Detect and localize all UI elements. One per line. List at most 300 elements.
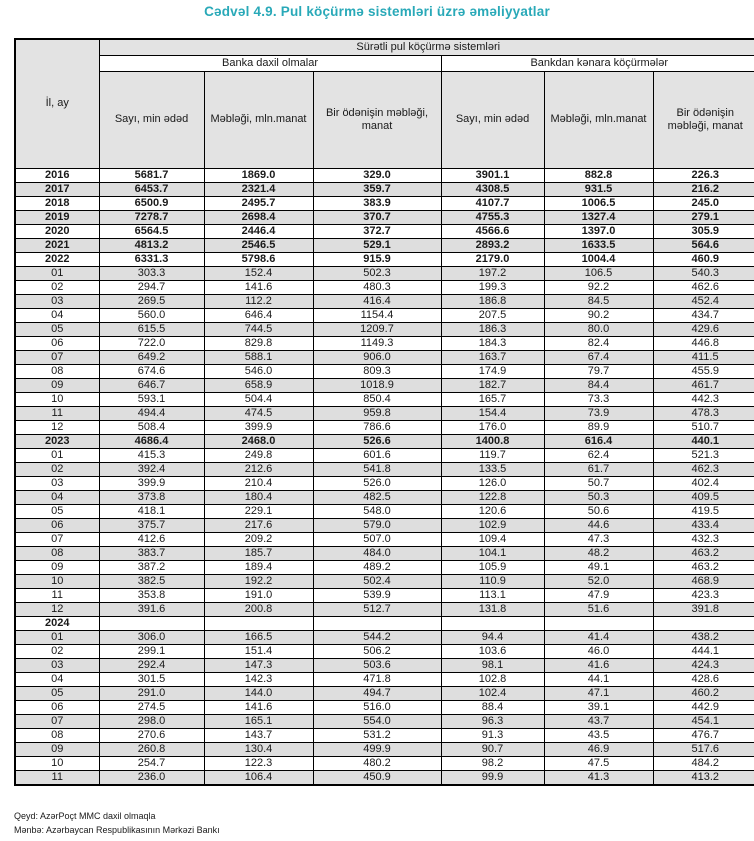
value-cell: 463.2 [653, 560, 754, 574]
row-label-cell: 11 [15, 406, 99, 420]
header-cell-per-payment-out: Bir ödənişin məbləği, manat [653, 71, 754, 168]
table-title: Cədvəl 4.9. Pul köçürmə sistemləri üzrə əməliyyatlar [204, 4, 550, 19]
value-cell: 415.3 [99, 448, 204, 462]
value-cell: 616.4 [544, 434, 653, 448]
row-label-cell: 03 [15, 294, 99, 308]
value-cell: 1869.0 [204, 168, 313, 182]
value-cell: 829.8 [204, 336, 313, 350]
value-cell: 1149.3 [313, 336, 441, 350]
value-cell: 6453.7 [99, 182, 204, 196]
value-cell: 291.0 [99, 686, 204, 700]
value-cell: 141.6 [204, 700, 313, 714]
table-row [15, 602, 754, 616]
value-cell: 292.4 [99, 658, 204, 672]
value-cell: 299.1 [99, 644, 204, 658]
value-cell: 67.4 [544, 350, 653, 364]
row-label-cell: 01 [15, 630, 99, 644]
value-cell: 49.1 [544, 560, 653, 574]
value-cell: 120.6 [441, 504, 544, 518]
value-cell: 192.2 [204, 574, 313, 588]
value-cell: 411.5 [653, 350, 754, 364]
row-label-cell: 03 [15, 476, 99, 490]
value-cell: 47.3 [544, 532, 653, 546]
value-cell: 1209.7 [313, 322, 441, 336]
value-cell: 197.2 [441, 266, 544, 280]
value-cell: 409.5 [653, 490, 754, 504]
header-cell-inflows-group: Banka daxil olmalar [99, 55, 441, 71]
value-cell: 131.8 [441, 602, 544, 616]
table-row [15, 616, 754, 630]
value-cell: 419.5 [653, 504, 754, 518]
value-cell: 61.7 [544, 462, 653, 476]
table-row [15, 196, 754, 210]
value-cell: 104.1 [441, 546, 544, 560]
value-cell: 329.0 [313, 168, 441, 182]
value-cell: 476.7 [653, 728, 754, 742]
row-label-cell: 11 [15, 770, 99, 785]
value-cell: 399.9 [99, 476, 204, 490]
row-label-cell: 11 [15, 588, 99, 602]
row-label-cell: 02 [15, 280, 99, 294]
value-cell: 80.0 [544, 322, 653, 336]
header-row-columns [15, 71, 754, 168]
value-cell: 588.1 [204, 350, 313, 364]
value-cell: 91.3 [441, 728, 544, 742]
value-cell: 674.6 [99, 364, 204, 378]
value-cell: 442.3 [653, 392, 754, 406]
row-label-cell: 08 [15, 546, 99, 560]
value-cell: 482.5 [313, 490, 441, 504]
value-cell: 416.4 [313, 294, 441, 308]
value-cell: 462.3 [653, 462, 754, 476]
value-cell: 216.2 [653, 182, 754, 196]
row-label-cell: 2020 [15, 224, 99, 238]
value-cell: 1327.4 [544, 210, 653, 224]
value-cell: 260.8 [99, 742, 204, 756]
row-label-cell: 03 [15, 658, 99, 672]
value-cell: 484.2 [653, 756, 754, 770]
table-row [15, 252, 754, 266]
value-cell: 440.1 [653, 434, 754, 448]
value-cell [441, 616, 544, 630]
value-cell: 373.8 [99, 490, 204, 504]
value-cell: 122.8 [441, 490, 544, 504]
row-label-cell: 05 [15, 322, 99, 336]
value-cell: 46.0 [544, 644, 653, 658]
value-cell: 47.5 [544, 756, 653, 770]
value-cell: 165.1 [204, 714, 313, 728]
value-cell: 424.3 [653, 658, 754, 672]
value-cell: 494.4 [99, 406, 204, 420]
value-cell: 434.7 [653, 308, 754, 322]
row-label-cell: 04 [15, 490, 99, 504]
value-cell: 298.0 [99, 714, 204, 728]
value-cell: 106.4 [204, 770, 313, 785]
row-label-cell: 09 [15, 378, 99, 392]
row-label-cell: 2019 [15, 210, 99, 224]
value-cell: 142.3 [204, 672, 313, 686]
table-row [15, 518, 754, 532]
value-cell: 531.2 [313, 728, 441, 742]
value-cell: 103.6 [441, 644, 544, 658]
row-label-cell: 2018 [15, 196, 99, 210]
table-row [15, 182, 754, 196]
value-cell: 412.6 [99, 532, 204, 546]
value-cell: 850.4 [313, 392, 441, 406]
header-cell-year: İl, ay [15, 39, 99, 168]
value-cell: 353.8 [99, 588, 204, 602]
value-cell: 147.3 [204, 658, 313, 672]
value-cell: 52.0 [544, 574, 653, 588]
value-cell: 649.2 [99, 350, 204, 364]
value-cell: 560.0 [99, 308, 204, 322]
value-cell: 89.9 [544, 420, 653, 434]
value-cell: 126.0 [441, 476, 544, 490]
value-cell: 494.7 [313, 686, 441, 700]
value-cell: 433.4 [653, 518, 754, 532]
table-row [15, 672, 754, 686]
value-cell: 383.9 [313, 196, 441, 210]
value-cell: 7278.7 [99, 210, 204, 224]
value-cell: 176.0 [441, 420, 544, 434]
value-cell: 166.5 [204, 630, 313, 644]
row-label-cell: 12 [15, 420, 99, 434]
value-cell: 450.9 [313, 770, 441, 785]
value-cell: 84.5 [544, 294, 653, 308]
value-cell: 88.4 [441, 700, 544, 714]
value-cell: 4755.3 [441, 210, 544, 224]
row-label-cell: 07 [15, 714, 99, 728]
row-label-cell: 01 [15, 448, 99, 462]
value-cell: 249.8 [204, 448, 313, 462]
value-cell: 44.6 [544, 518, 653, 532]
table-body [15, 168, 754, 785]
value-cell: 186.3 [441, 322, 544, 336]
value-cell: 106.5 [544, 266, 653, 280]
footnotes [14, 809, 220, 837]
value-cell: 372.7 [313, 224, 441, 238]
value-cell: 174.9 [441, 364, 544, 378]
value-cell: 143.7 [204, 728, 313, 742]
value-cell: 484.0 [313, 546, 441, 560]
value-cell: 184.3 [441, 336, 544, 350]
value-cell: 646.7 [99, 378, 204, 392]
value-cell: 217.6 [204, 518, 313, 532]
value-cell: 429.6 [653, 322, 754, 336]
value-cell: 1004.4 [544, 252, 653, 266]
value-cell: 615.5 [99, 322, 204, 336]
value-cell: 392.4 [99, 462, 204, 476]
header-cell-system-group: Sürətli pul köçürmə sistemləri [99, 39, 754, 55]
value-cell: 915.9 [313, 252, 441, 266]
value-cell: 646.4 [204, 308, 313, 322]
row-label-cell: 04 [15, 672, 99, 686]
value-cell: 41.3 [544, 770, 653, 785]
value-cell: 4566.6 [441, 224, 544, 238]
table-row [15, 420, 754, 434]
value-cell [544, 616, 653, 630]
value-cell: 294.7 [99, 280, 204, 294]
value-cell: 279.1 [653, 210, 754, 224]
row-label-cell: 02 [15, 644, 99, 658]
value-cell: 6331.3 [99, 252, 204, 266]
value-cell: 122.3 [204, 756, 313, 770]
value-cell: 254.7 [99, 756, 204, 770]
value-cell: 141.6 [204, 280, 313, 294]
row-label-cell: 2023 [15, 434, 99, 448]
value-cell: 402.4 [653, 476, 754, 490]
table-row [15, 294, 754, 308]
value-cell: 303.3 [99, 266, 204, 280]
value-cell: 658.9 [204, 378, 313, 392]
value-cell: 526.6 [313, 434, 441, 448]
table-row [15, 546, 754, 560]
row-label-cell: 08 [15, 728, 99, 742]
row-label-cell: 09 [15, 742, 99, 756]
value-cell: 517.6 [653, 742, 754, 756]
value-cell: 182.7 [441, 378, 544, 392]
row-label-cell: 2017 [15, 182, 99, 196]
value-cell: 601.6 [313, 448, 441, 462]
value-cell: 102.8 [441, 672, 544, 686]
table-row [15, 756, 754, 770]
value-cell: 236.0 [99, 770, 204, 785]
value-cell: 199.3 [441, 280, 544, 294]
footnote-source: Mənbə: Azərbaycan Respublikasının Mərkəzi Bankı [14, 825, 220, 835]
value-cell: 79.7 [544, 364, 653, 378]
value-cell: 2179.0 [441, 252, 544, 266]
row-label-cell: 10 [15, 392, 99, 406]
value-cell: 593.1 [99, 392, 204, 406]
table-row [15, 168, 754, 182]
value-cell: 113.1 [441, 588, 544, 602]
row-label-cell: 2024 [15, 616, 99, 630]
value-cell: 959.8 [313, 406, 441, 420]
value-cell: 90.2 [544, 308, 653, 322]
value-cell: 471.8 [313, 672, 441, 686]
table-row [15, 742, 754, 756]
value-cell: 2698.4 [204, 210, 313, 224]
header-row-system [15, 39, 754, 55]
value-cell: 109.4 [441, 532, 544, 546]
value-cell: 906.0 [313, 350, 441, 364]
value-cell: 468.9 [653, 574, 754, 588]
header-cell-count-in: Sayı, min ədəd [99, 71, 204, 168]
value-cell: 5798.6 [204, 252, 313, 266]
table-row [15, 714, 754, 728]
row-label-cell: 07 [15, 350, 99, 364]
value-cell: 4686.4 [99, 434, 204, 448]
value-cell: 460.2 [653, 686, 754, 700]
value-cell: 152.4 [204, 266, 313, 280]
value-cell: 387.2 [99, 560, 204, 574]
value-cell: 94.4 [441, 630, 544, 644]
value-cell: 84.4 [544, 378, 653, 392]
value-cell: 1154.4 [313, 308, 441, 322]
value-cell: 399.9 [204, 420, 313, 434]
value-cell: 119.7 [441, 448, 544, 462]
row-label-cell: 04 [15, 308, 99, 322]
value-cell: 446.8 [653, 336, 754, 350]
row-label-cell: 12 [15, 602, 99, 616]
value-cell: 544.2 [313, 630, 441, 644]
value-cell: 207.5 [441, 308, 544, 322]
table-row [15, 322, 754, 336]
value-cell: 274.5 [99, 700, 204, 714]
table-row [15, 504, 754, 518]
value-cell: 73.3 [544, 392, 653, 406]
value-cell: 554.0 [313, 714, 441, 728]
value-cell: 460.9 [653, 252, 754, 266]
value-cell: 212.6 [204, 462, 313, 476]
value-cell: 1633.5 [544, 238, 653, 252]
value-cell: 47.9 [544, 588, 653, 602]
value-cell: 1018.9 [313, 378, 441, 392]
value-cell: 461.7 [653, 378, 754, 392]
table-row [15, 406, 754, 420]
value-cell: 382.5 [99, 574, 204, 588]
table-row [15, 238, 754, 252]
value-cell: 41.4 [544, 630, 653, 644]
value-cell: 185.7 [204, 546, 313, 560]
table-row [15, 448, 754, 462]
value-cell: 133.5 [441, 462, 544, 476]
table-row [15, 378, 754, 392]
value-cell: 105.9 [441, 560, 544, 574]
value-cell: 370.7 [313, 210, 441, 224]
header-cell-outflows-group: Bankdan kənara köçürmələr [441, 55, 754, 71]
value-cell: 5681.7 [99, 168, 204, 182]
value-cell: 43.7 [544, 714, 653, 728]
value-cell: 191.0 [204, 588, 313, 602]
value-cell: 438.2 [653, 630, 754, 644]
table-row [15, 700, 754, 714]
value-cell: 428.6 [653, 672, 754, 686]
value-cell: 1006.5 [544, 196, 653, 210]
value-cell: 931.5 [544, 182, 653, 196]
value-cell: 245.0 [653, 196, 754, 210]
table-row [15, 644, 754, 658]
value-cell: 516.0 [313, 700, 441, 714]
value-cell: 521.3 [653, 448, 754, 462]
value-cell: 99.9 [441, 770, 544, 785]
row-label-cell: 08 [15, 364, 99, 378]
header-cell-amount-out: Məbləği, mln.manat [544, 71, 653, 168]
value-cell: 301.5 [99, 672, 204, 686]
table-row [15, 630, 754, 644]
value-cell: 154.4 [441, 406, 544, 420]
value-cell: 210.4 [204, 476, 313, 490]
value-cell: 144.0 [204, 686, 313, 700]
value-cell: 744.5 [204, 322, 313, 336]
value-cell: 50.6 [544, 504, 653, 518]
value-cell: 359.7 [313, 182, 441, 196]
value-cell: 3901.1 [441, 168, 544, 182]
value-cell: 98.2 [441, 756, 544, 770]
table-row [15, 336, 754, 350]
value-cell: 418.1 [99, 504, 204, 518]
value-cell: 229.1 [204, 504, 313, 518]
row-label-cell: 06 [15, 518, 99, 532]
row-label-cell: 06 [15, 336, 99, 350]
value-cell: 480.2 [313, 756, 441, 770]
row-label-cell: 2021 [15, 238, 99, 252]
row-label-cell: 05 [15, 686, 99, 700]
value-cell: 478.3 [653, 406, 754, 420]
value-cell: 4813.2 [99, 238, 204, 252]
table-row [15, 574, 754, 588]
value-cell: 432.3 [653, 532, 754, 546]
value-cell [313, 616, 441, 630]
value-cell: 882.8 [544, 168, 653, 182]
value-cell: 480.3 [313, 280, 441, 294]
table-row [15, 280, 754, 294]
value-cell: 4107.7 [441, 196, 544, 210]
value-cell: 6564.5 [99, 224, 204, 238]
value-cell: 200.8 [204, 602, 313, 616]
row-label-cell: 10 [15, 574, 99, 588]
row-label-cell: 2022 [15, 252, 99, 266]
value-cell: 507.0 [313, 532, 441, 546]
value-cell: 46.9 [544, 742, 653, 756]
value-cell: 73.9 [544, 406, 653, 420]
value-cell: 548.0 [313, 504, 441, 518]
value-cell: 454.1 [653, 714, 754, 728]
header-cell-count-out: Sayı, min ədəd [441, 71, 544, 168]
value-cell: 102.9 [441, 518, 544, 532]
value-cell: 489.2 [313, 560, 441, 574]
footnote-note: Qeyd: AzərPoçt MMC daxil olmaqla [14, 811, 156, 821]
value-cell [99, 616, 204, 630]
value-cell: 1400.8 [441, 434, 544, 448]
value-cell: 209.2 [204, 532, 313, 546]
value-cell: 82.4 [544, 336, 653, 350]
value-cell: 269.5 [99, 294, 204, 308]
value-cell: 529.1 [313, 238, 441, 252]
value-cell: 98.1 [441, 658, 544, 672]
value-cell: 503.6 [313, 658, 441, 672]
value-cell: 541.8 [313, 462, 441, 476]
value-cell: 423.3 [653, 588, 754, 602]
header-row-groups [15, 55, 754, 71]
value-cell: 112.2 [204, 294, 313, 308]
table-row [15, 658, 754, 672]
table-row [15, 770, 754, 785]
table-row [15, 462, 754, 476]
value-cell: 110.9 [441, 574, 544, 588]
table-row [15, 224, 754, 238]
value-cell: 463.2 [653, 546, 754, 560]
value-cell: 102.4 [441, 686, 544, 700]
table-row [15, 434, 754, 448]
header-cell-amount-in: Məbləği, mln.manat [204, 71, 313, 168]
value-cell: 50.7 [544, 476, 653, 490]
value-cell: 151.4 [204, 644, 313, 658]
value-cell: 305.9 [653, 224, 754, 238]
value-cell: 226.3 [653, 168, 754, 182]
value-cell: 270.6 [99, 728, 204, 742]
table-row [15, 210, 754, 224]
value-cell: 50.3 [544, 490, 653, 504]
value-cell: 452.4 [653, 294, 754, 308]
value-cell: 43.5 [544, 728, 653, 742]
value-cell: 90.7 [441, 742, 544, 756]
value-cell: 2495.7 [204, 196, 313, 210]
value-cell: 442.9 [653, 700, 754, 714]
value-cell: 92.2 [544, 280, 653, 294]
value-cell: 163.7 [441, 350, 544, 364]
value-cell: 2546.5 [204, 238, 313, 252]
